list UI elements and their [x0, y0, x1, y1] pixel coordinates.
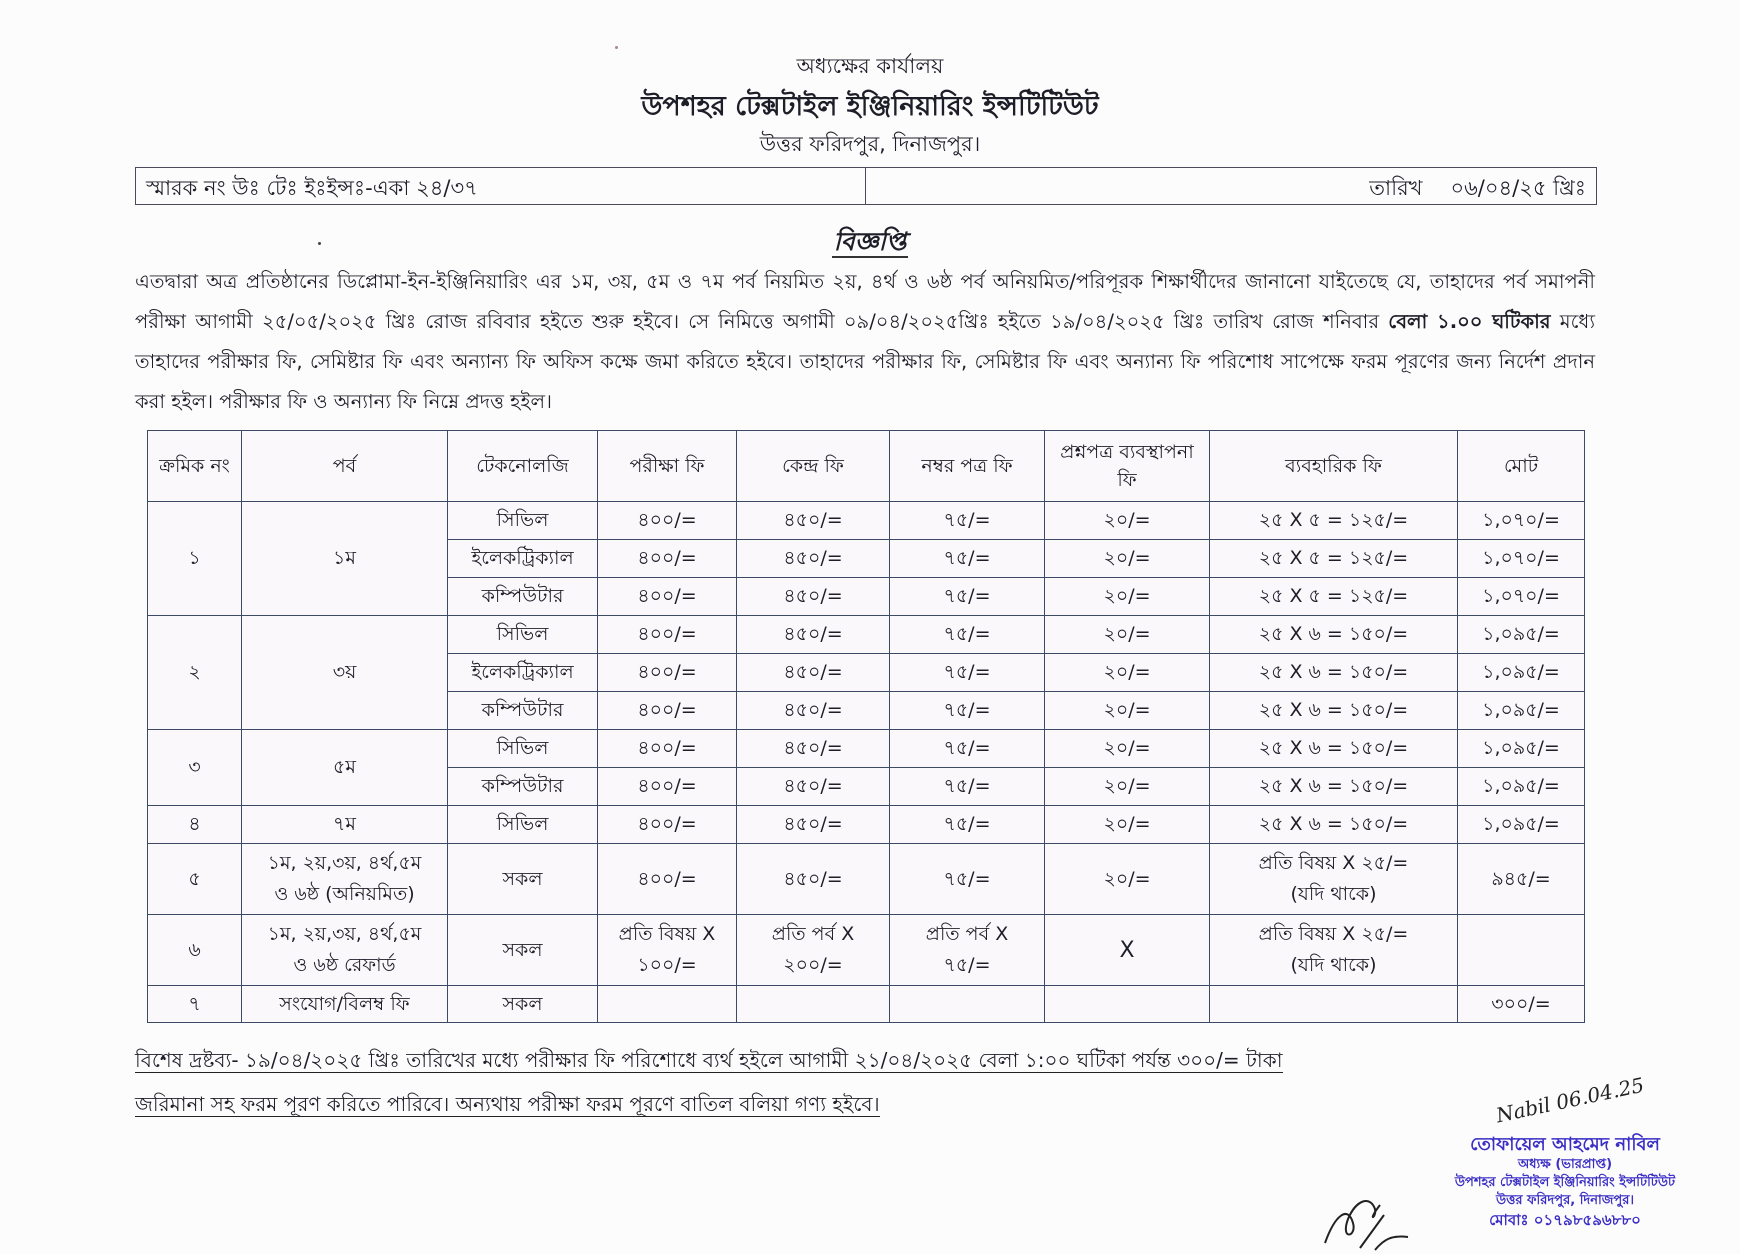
marksheet-fee-cell: ৭৫/= [890, 692, 1045, 730]
practical-fee-cell [1210, 986, 1458, 1023]
total-cell: ৯৪৫/= [1458, 844, 1585, 915]
semester-cell: ৭ম [242, 806, 448, 844]
semester-line-2: ও ৬ষ্ঠ রেফার্ড [293, 954, 396, 976]
marksheet-fee-cell: ৭৫/= [890, 654, 1045, 692]
exam-fee-cell: ৪০০/= [598, 616, 737, 654]
center-fee-cell: ৪৫০/= [737, 654, 890, 692]
footnote-line-2 [135, 1090, 1135, 1123]
semester-cell: ১ম [242, 502, 448, 616]
memo-reference: স্মারক নং উঃ টেঃ ইঃইন্সঃ-একা ২৪/৩৭ [136, 168, 866, 204]
institute-name: উপশহর টেক্সটাইল ইঞ্জিনিয়ারিং ইন্সটিটিউট [641, 91, 1099, 122]
serial-cell: ২ [148, 616, 242, 730]
total-cell: ১,০৯৫/= [1458, 806, 1585, 844]
semester-cell: ৩য় [242, 616, 448, 730]
scan-speck [318, 242, 321, 245]
exam-fee-cell: ৪০০/= [598, 844, 737, 915]
marksheet-fee-cell: ৭৫/= [890, 616, 1045, 654]
marksheet-fee-line-2: ৭৫/= [943, 954, 991, 976]
table-header-row [148, 431, 1585, 502]
fee-table [147, 430, 1585, 1023]
receiver-initial-signature [1320, 1185, 1415, 1251]
col-header-semester: পর্ব [242, 431, 448, 502]
serial-cell: ৫ [148, 844, 242, 915]
semester-cell [242, 844, 448, 915]
serial-cell: ১ [148, 502, 242, 616]
question-fee-cell: ২০/= [1045, 768, 1210, 806]
semester-line-2: ও ৬ষ্ঠ (অনিয়মিত) [274, 883, 415, 905]
table-row-7 [148, 986, 1585, 1023]
technology-cell: সকল [448, 915, 598, 986]
exam-fee-cell: ৪০০/= [598, 692, 737, 730]
technology-cell: কম্পিউটার [448, 768, 598, 806]
practical-fee-cell: ২৫ X ৬ = ১৫০/= [1210, 616, 1458, 654]
practical-line-1: প্রতি বিষয় X ২৫/= [1258, 923, 1409, 945]
center-fee-cell: ৪৫০/= [737, 616, 890, 654]
practical-line-1: প্রতি বিষয় X ২৫/= [1258, 852, 1409, 874]
practical-fee-cell [1210, 844, 1458, 915]
exam-fee-cell [598, 915, 737, 986]
col-header-serial: ক্রমিক নং [148, 431, 242, 502]
center-fee-cell: ৪৫০/= [737, 692, 890, 730]
technology-cell: সকল [448, 986, 598, 1023]
marksheet-fee-cell: ৭৫/= [890, 502, 1045, 540]
total-cell: ১,০৯৫/= [1458, 768, 1585, 806]
exam-fee-cell: ৪০০/= [598, 578, 737, 616]
technology-cell: সিভিল [448, 502, 598, 540]
notice-title-text: বিজ্ঞপ্তি [833, 227, 907, 256]
center-fee-line-2: ২০০/= [783, 954, 843, 976]
practical-fee-cell: ২৫ X ৫ = ১২৫/= [1210, 540, 1458, 578]
stamp-mobile: মোবাঃ ০১৭৯৮৫৯৬৮৮০ [1489, 1211, 1641, 1229]
center-fee-cell [737, 986, 890, 1023]
scan-speck [615, 46, 618, 49]
principal-signature [1470, 1068, 1670, 1132]
para-text-2: রোজ রবিবার হইতে শুরু হইবে। সে নিমিত্তে অগামী ০৯/০৪/২০২৫খ্রিঃ হইতে [416, 310, 1051, 333]
table-row-6 [148, 915, 1585, 986]
footnote-text-1: বিশেষ দ্রষ্টব্য- ১৯/০৪/২০২৫ খ্রিঃ তারিখের মধ্যে পরীক্ষার ফি পরিশোধে ব্যর্থ হইলে আগামী ২১/০৪/২০২৫ বেলা ১:০০ ঘটিকা পর্যন্ত ৩০০/= টাকা [135, 1048, 1283, 1072]
semester-cell: সংযোগ/বিলম্ব ফি [242, 986, 448, 1023]
footnote-text-2: জরিমানা সহ ফরম পূরণ করিতে পারিবে। অন্যথায় পরীক্ষা ফরম পূরণে বাতিল বলিয়া গণ্য হইবে। [135, 1092, 880, 1116]
question-fee-cell: ২০/= [1045, 502, 1210, 540]
col-header-exam-fee: পরীক্ষা ফি [598, 431, 737, 502]
technology-cell: সিভিল [448, 730, 598, 768]
col-header-question-fee: প্রশ্নপত্র ব্যবস্থাপনা ফি [1045, 431, 1210, 502]
exam-fee-cell: ৪০০/= [598, 540, 737, 578]
serial-cell: ৪ [148, 806, 242, 844]
center-fee-cell: ৪৫০/= [737, 502, 890, 540]
fee-deadline-date: ১৯/০৪/২০২৫ খ্রিঃ [1050, 310, 1205, 333]
center-fee-cell: ৪৫০/= [737, 768, 890, 806]
total-cell: ১,০৭০/= [1458, 502, 1585, 540]
col-header-marksheet-fee: নম্বর পত্র ফি [890, 431, 1045, 502]
marksheet-fee-cell: ৭৫/= [890, 806, 1045, 844]
stamp-institute: উপশহর টেক্সটাইল ইঞ্জিনিয়ারিং ইন্সটিটিউট [1454, 1175, 1676, 1190]
col-header-center-fee: কেন্দ্র ফি [737, 431, 890, 502]
practical-fee-cell: ২৫ X ৬ = ১৫০/= [1210, 692, 1458, 730]
institute-address: উত্তর ফরিদপুর, দিনাজপুর। [759, 132, 981, 156]
marksheet-fee-cell: ৭৫/= [890, 844, 1045, 915]
exam-fee-line-1: প্রতি বিষয় X [618, 923, 716, 945]
question-fee-cell: ২০/= [1045, 730, 1210, 768]
technology-cell: কম্পিউটার [448, 578, 598, 616]
exam-start-date: ২৫/০৫/২০২৫ খ্রিঃ [262, 310, 417, 333]
exam-fee-cell: ৪০০/= [598, 654, 737, 692]
technology-cell: কম্পিউটার [448, 692, 598, 730]
question-fee-cell: X [1045, 915, 1210, 986]
question-fee-cell: ২০/= [1045, 654, 1210, 692]
serial-cell: ৭ [148, 986, 242, 1023]
marksheet-fee-cell: ৭৫/= [890, 578, 1045, 616]
total-cell [1458, 915, 1585, 986]
para-text-3: তারিখ রোজ শনিবার [1204, 310, 1389, 333]
exam-fee-line-2: ১০০/= [637, 954, 697, 976]
marksheet-fee-cell: ৭৫/= [890, 768, 1045, 806]
question-fee-cell: ২০/= [1045, 578, 1210, 616]
practical-fee-cell: ২৫ X ৬ = ১৫০/= [1210, 768, 1458, 806]
stamp-name: তোফায়েল আহমেদ নাবিল [1470, 1134, 1660, 1155]
table-row [148, 806, 1585, 844]
table-row [148, 730, 1585, 768]
memo-box [135, 167, 1597, 205]
date-value: ০৬/০৪/২৫ খ্রিঃ [1450, 176, 1586, 200]
question-fee-cell [1045, 986, 1210, 1023]
total-cell: ১,০৭০/= [1458, 578, 1585, 616]
question-fee-cell: ২০/= [1045, 692, 1210, 730]
center-fee-cell: ৪৫০/= [737, 806, 890, 844]
marksheet-fee-cell [890, 986, 1045, 1023]
center-fee-cell: ৪৫০/= [737, 730, 890, 768]
center-fee-cell: ৪৫০/= [737, 540, 890, 578]
marksheet-fee-cell [890, 915, 1045, 986]
question-fee-cell: ২০/= [1045, 616, 1210, 654]
total-cell: ১,০৯৫/= [1458, 692, 1585, 730]
question-fee-cell: ২০/= [1045, 806, 1210, 844]
table-row [148, 616, 1585, 654]
practical-line-2: (যদি থাকে) [1290, 954, 1377, 976]
total-cell: ১,০৯৫/= [1458, 616, 1585, 654]
col-header-practical-fee: ব্যবহারিক ফি [1210, 431, 1458, 502]
exam-fee-cell: ৪০০/= [598, 502, 737, 540]
table-row [148, 502, 1585, 540]
practical-line-2: (যদি থাকে) [1290, 883, 1377, 905]
total-cell: ৩০০/= [1458, 986, 1585, 1023]
center-fee-cell [737, 915, 890, 986]
semester-line-1: ১ম, ২য়,৩য়, ৪র্থ,৫ম [267, 852, 422, 874]
footnote-line-1 [135, 1046, 1595, 1079]
principal-stamp [1420, 1134, 1710, 1230]
practical-fee-cell: ২৫ X ৬ = ১৫০/= [1210, 654, 1458, 692]
technology-cell: সিভিল [448, 806, 598, 844]
table-row-5 [148, 844, 1585, 915]
exam-fee-cell: ৪০০/= [598, 806, 737, 844]
para-text-4: মধ্যে তাহাদের পরীক্ষার ফি, সেমিষ্টার ফি এবং অন্যান্য ফি অফিস কক্ষে জমা করিতে হইবে। তাহাদের পরীক্ষার ফি, সেমিষ্টার ফি এবং অন্যান্য ফি পরিশোধ সাপেক্ষে ফরম পূরণের জন্য নির্দেশ প্রদান করা হইল। পরীক্ষার ফি ও অন্যান্য ফি নিম্নে প্রদত্ত হইল। [135, 310, 1595, 413]
total-cell: ১,০৯৫/= [1458, 654, 1585, 692]
technology-cell: ইলেকট্রিক্যাল [448, 654, 598, 692]
total-cell: ১,০৭০/= [1458, 540, 1585, 578]
serial-cell: ৬ [148, 915, 242, 986]
serial-cell: ৩ [148, 730, 242, 806]
marksheet-fee-cell: ৭৫/= [890, 540, 1045, 578]
center-fee-cell: ৪৫০/= [737, 578, 890, 616]
fee-deadline-time: বেলা ১.০০ ঘটিকার [1388, 310, 1551, 333]
practical-fee-cell: ২৫ X ৬ = ১৫০/= [1210, 806, 1458, 844]
signature-handwriting: Nabil 06.04.25 [1493, 1072, 1647, 1128]
practical-fee-cell: ২৫ X ৬ = ১৫০/= [1210, 730, 1458, 768]
exam-fee-cell: ৪০০/= [598, 768, 737, 806]
question-fee-cell: ২০/= [1045, 540, 1210, 578]
technology-cell: সকল [448, 844, 598, 915]
semester-cell [242, 915, 448, 986]
marksheet-fee-cell: ৭৫/= [890, 730, 1045, 768]
date-label: তারিখ [1369, 176, 1423, 200]
exam-fee-cell: ৪০০/= [598, 730, 737, 768]
col-header-total: মোট [1458, 431, 1585, 502]
stamp-designation: অধ্যক্ষ (ভারপ্রাপ্ত) [1517, 1157, 1613, 1172]
practical-fee-cell: ২৫ X ৫ = ১২৫/= [1210, 578, 1458, 616]
question-fee-cell: ২০/= [1045, 844, 1210, 915]
marksheet-fee-line-1: প্রতি পর্ব X [925, 923, 1009, 945]
notice-paragraph [135, 262, 1595, 422]
center-fee-cell: ৪৫০/= [737, 844, 890, 915]
col-header-technology: টেকনোলজি [448, 431, 598, 502]
office-heading: অধ্যক্ষের কার্যালয় [796, 54, 944, 78]
notice-title [0, 222, 1740, 265]
para-text-1: এতদ্বারা অত্র প্রতিষ্ঠানের ডিপ্লোমা-ইন-ইঞ্জিনিয়ারিং এর ১ম, ৩য়, ৫ম ও ৭ম পর্ব নিয়মিত ২য়, ৪র্থ ও ৬ষ্ঠ পর্ব অনিয়মিত/পরিপূরক শিক্ষার্থীদের জানানো যাইতেছে যে, তাহাদের পর্ব সমাপনী পরীক্ষা আগামী [135, 270, 1595, 333]
memo-date [866, 168, 1596, 204]
technology-cell: সিভিল [448, 616, 598, 654]
exam-fee-cell [598, 986, 737, 1023]
practical-fee-cell: ২৫ X ৫ = ১২৫/= [1210, 502, 1458, 540]
center-fee-line-1: প্রতি পর্ব X [771, 923, 855, 945]
stamp-address: উত্তর ফরিদপুর, দিনাজপুর। [1495, 1193, 1635, 1208]
total-cell: ১,০৯৫/= [1458, 730, 1585, 768]
semester-cell: ৫ম [242, 730, 448, 806]
technology-cell: ইলেকট্রিক্যাল [448, 540, 598, 578]
practical-fee-cell [1210, 915, 1458, 986]
semester-line-1: ১ম, ২য়,৩য়, ৪র্থ,৫ম [267, 923, 422, 945]
